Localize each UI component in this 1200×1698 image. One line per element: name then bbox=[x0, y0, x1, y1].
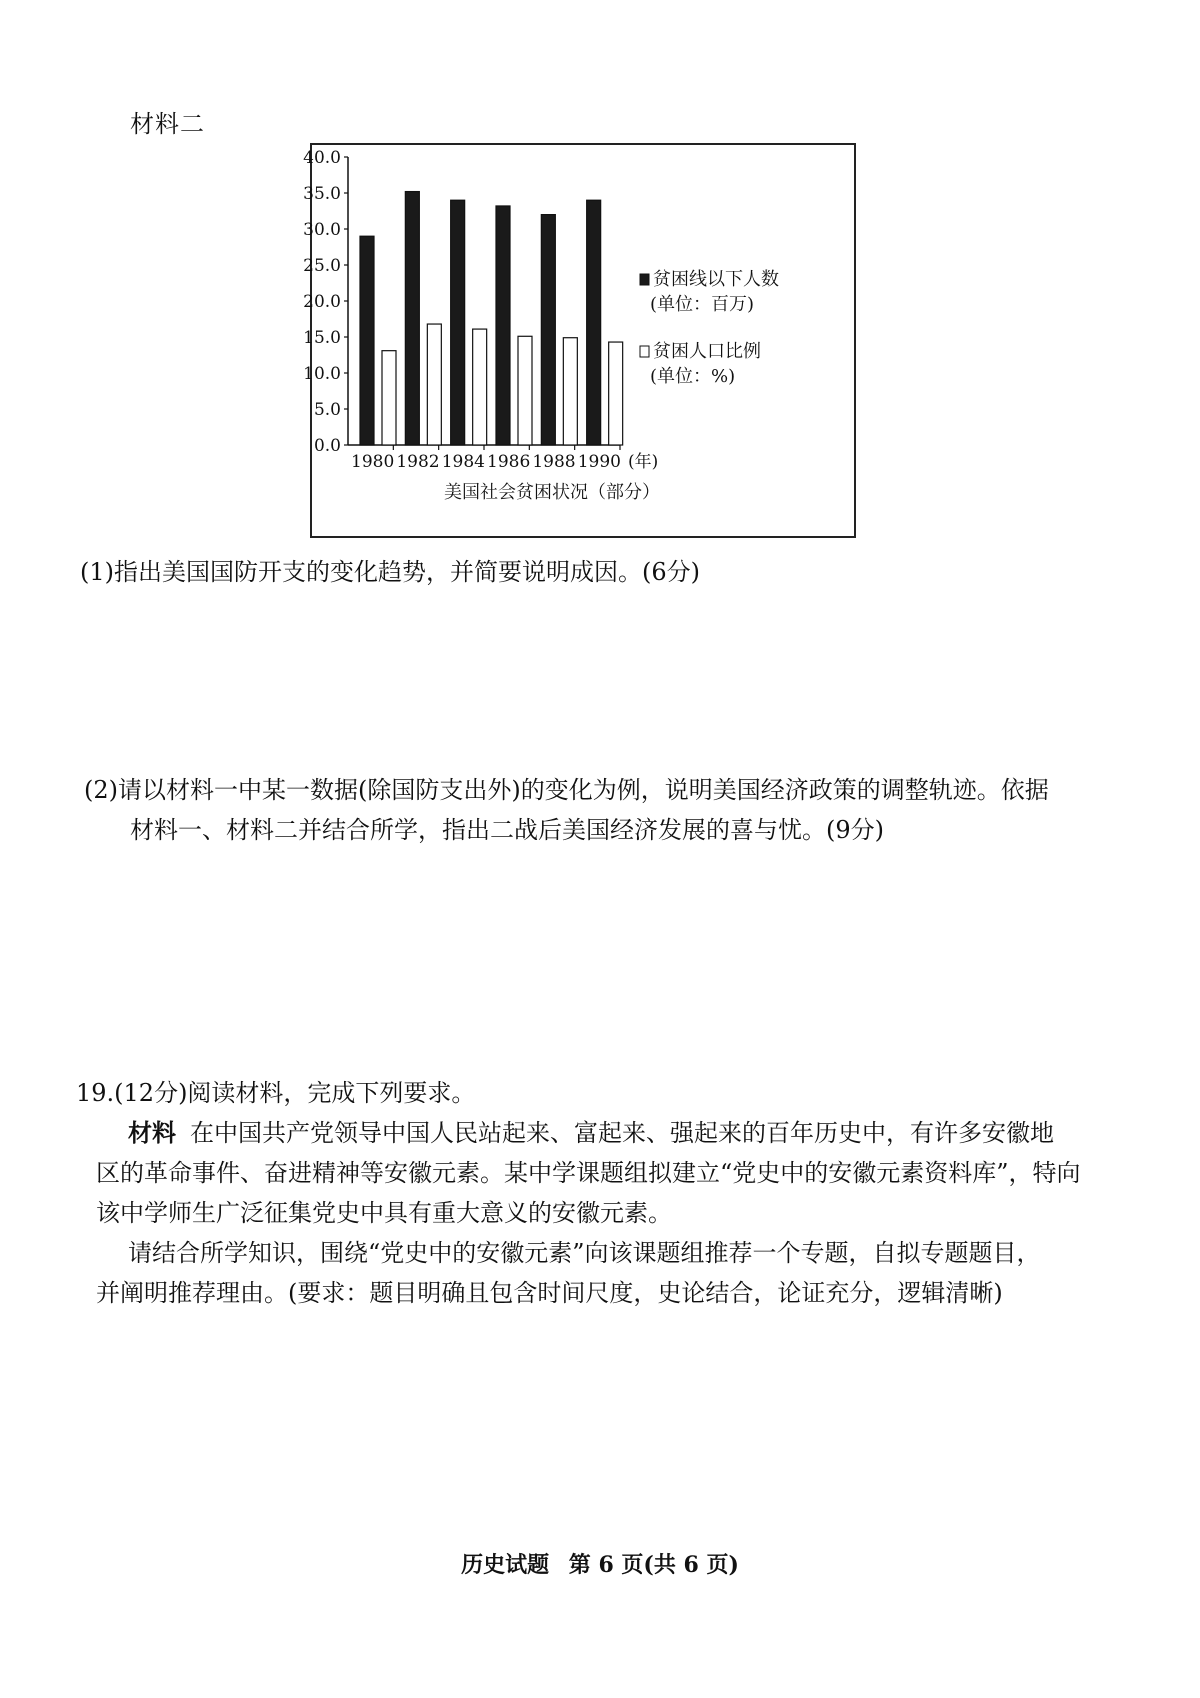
poverty-chart bbox=[303, 143, 856, 538]
bar-poverty-rate-1982 bbox=[427, 324, 441, 445]
y-tick-label: 15.0 bbox=[303, 328, 341, 348]
bar-poverty-count-1980 bbox=[360, 236, 374, 445]
legend-swatch-poverty-count bbox=[640, 274, 649, 285]
bar-poverty-rate-1988 bbox=[563, 338, 577, 445]
y-tick-label: 35.0 bbox=[303, 184, 341, 204]
question-19-material-line-1 bbox=[76, 1113, 1146, 1153]
question-19 bbox=[76, 1073, 1146, 1313]
y-tick-label: 25.0 bbox=[303, 256, 341, 276]
y-tick-label: 0.0 bbox=[313, 436, 341, 456]
question-19-material-label: 材料 bbox=[128, 1118, 176, 1147]
question-19-task-line-2: 并阐明推荐理由。(要求：题目明确且包含时间尺度，史论结合，论证充分，逻辑清晰) bbox=[96, 1279, 1003, 1307]
question-19-header: 19.(12分)阅读材料，完成下列要求。 bbox=[76, 1079, 476, 1107]
page-footer bbox=[0, 1548, 1200, 1579]
x-tick-label: 1982 bbox=[396, 452, 440, 472]
legend-unit-poverty-rate: (单位：%) bbox=[650, 366, 736, 387]
footer-subject: 历史试题 bbox=[461, 1552, 550, 1578]
y-tick-label: 20.0 bbox=[303, 292, 341, 312]
legend-swatch-poverty-rate bbox=[640, 346, 649, 357]
question-19-material-line-3: 该中学师生广泛征集党史中具有重大意义的安徽元素。 bbox=[96, 1199, 672, 1227]
chart-caption: 美国社会贫困状况（部分） bbox=[444, 482, 660, 503]
y-tick-label: 5.0 bbox=[313, 400, 341, 420]
bar-poverty-count-1990 bbox=[587, 200, 601, 445]
question-19-material-line-2: 区的革命事件、奋进精神等安徽元素。某中学课题组拟建立“党史中的安徽元素资料库”，特向 bbox=[96, 1159, 1081, 1187]
y-tick-label: 40.0 bbox=[303, 148, 341, 168]
question-2 bbox=[84, 770, 1144, 850]
bar-poverty-rate-1986 bbox=[518, 336, 532, 445]
question-2-line-1: (2)请以材料一中某一数据(除国防支出外)的变化为例，说明美国经济政策的调整轨迹。依据 bbox=[84, 776, 1049, 804]
legend-label-poverty-rate: 贫困人口比例 bbox=[653, 341, 761, 362]
bar-poverty-count-1984 bbox=[451, 200, 465, 445]
question-1: (1)指出美国国防开支的变化趋势，并简要说明成因。(6分) bbox=[80, 558, 700, 586]
bar-poverty-rate-1984 bbox=[473, 329, 487, 445]
question-19-material-text-1: 在中国共产党领导中国人民站起来、富起来、强起来的百年历史中，有许多安徽地 bbox=[190, 1119, 1054, 1147]
bar-poverty-count-1986 bbox=[496, 206, 510, 445]
bar-poverty-rate-1990 bbox=[609, 342, 623, 445]
material-two-label: 材料二 bbox=[130, 110, 205, 138]
footer-page-number: 第 6 页(共 6 页) bbox=[568, 1552, 739, 1578]
bar-poverty-rate-1980 bbox=[382, 351, 396, 445]
x-tick-label: 1986 bbox=[487, 452, 531, 472]
x-unit-label: (年) bbox=[628, 452, 659, 472]
y-tick-label: 10.0 bbox=[303, 364, 341, 384]
question-2-line-2: 材料一、材料二并结合所学，指出二战后美国经济发展的喜与忧。(9分) bbox=[130, 816, 884, 844]
x-tick-label: 1984 bbox=[441, 452, 485, 472]
poverty-chart-svg bbox=[303, 145, 854, 536]
x-tick-label: 1990 bbox=[577, 452, 621, 472]
bar-poverty-count-1988 bbox=[541, 215, 555, 445]
legend-label-poverty-count: 贫困线以下人数 bbox=[653, 269, 779, 290]
legend-unit-poverty-count: (单位：百万) bbox=[650, 294, 755, 315]
question-19-task-line-1: 请结合所学知识，围绕“党史中的安徽元素”向该课题组推荐一个专题，自拟专题题目， bbox=[128, 1239, 1041, 1267]
y-tick-label: 30.0 bbox=[303, 220, 341, 240]
x-tick-label: 1988 bbox=[532, 452, 576, 472]
x-tick-label: 1980 bbox=[351, 452, 395, 472]
bar-poverty-count-1982 bbox=[405, 192, 419, 445]
